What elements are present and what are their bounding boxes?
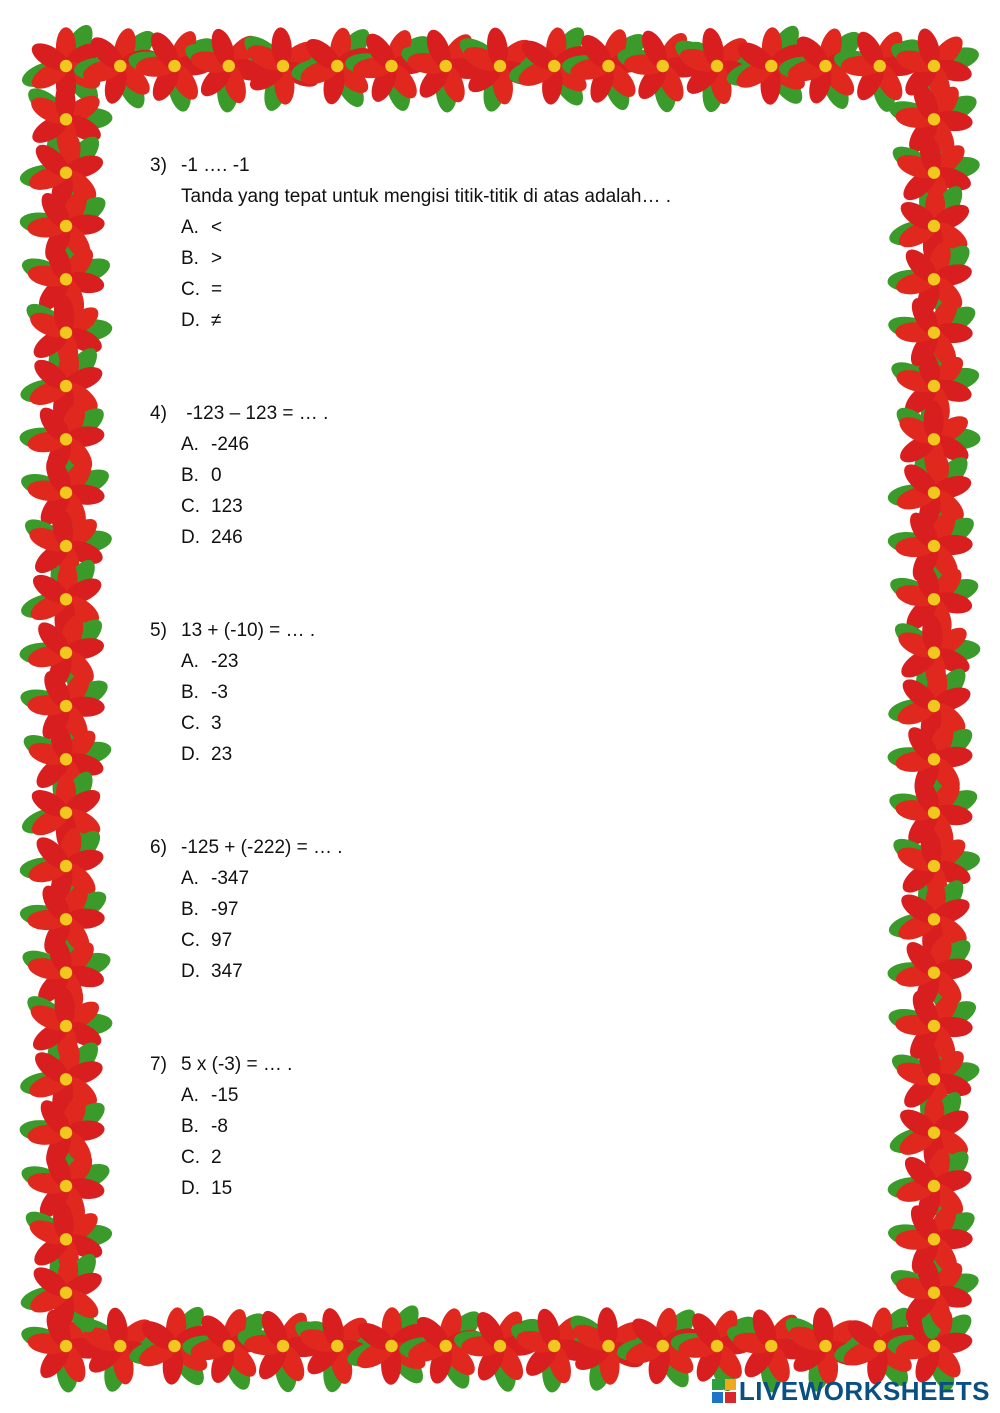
- option-b[interactable]: [181, 677, 850, 708]
- option-text: -23: [211, 651, 239, 672]
- question-prompt: -125 + (-222) = … .: [181, 837, 343, 858]
- option-text: -8: [211, 1116, 228, 1137]
- question-number: 7): [150, 1054, 167, 1075]
- option-c[interactable]: [181, 925, 850, 956]
- option-letter: D.: [181, 527, 200, 548]
- option-text: -347: [211, 868, 250, 889]
- question-number: 6): [150, 837, 167, 858]
- option-text: 0: [211, 465, 222, 486]
- option-letter: C.: [181, 713, 200, 734]
- option-letter: A.: [181, 868, 199, 889]
- option-letter: A.: [181, 1085, 199, 1106]
- question-7: [150, 1049, 850, 1204]
- option-letter: A.: [181, 434, 199, 455]
- option-letter: B.: [181, 465, 199, 486]
- option-text: 246: [211, 527, 243, 548]
- option-text: -97: [211, 899, 239, 920]
- question-prompt: -123 – 123 = … .: [181, 403, 329, 424]
- option-letter: C.: [181, 1147, 200, 1168]
- option-b[interactable]: [181, 460, 850, 491]
- option-text: 2: [211, 1147, 222, 1168]
- option-text: =: [211, 279, 223, 300]
- option-text: 3: [211, 713, 222, 734]
- option-a[interactable]: [181, 646, 850, 677]
- option-c[interactable]: [181, 274, 850, 305]
- option-a[interactable]: [181, 1080, 850, 1111]
- option-letter: D.: [181, 961, 200, 982]
- option-d[interactable]: [181, 522, 850, 553]
- question-6: [150, 832, 850, 987]
- option-d[interactable]: [181, 305, 850, 336]
- question-number: 5): [150, 620, 167, 641]
- option-a[interactable]: [181, 863, 850, 894]
- option-letter: C.: [181, 279, 200, 300]
- option-a[interactable]: [181, 212, 850, 243]
- option-d[interactable]: [181, 956, 850, 987]
- question-number: 3): [150, 155, 167, 176]
- option-text: 23: [211, 744, 233, 765]
- option-b[interactable]: [181, 894, 850, 925]
- question-prompt: -1 …. -1: [181, 155, 250, 176]
- option-letter: D.: [181, 310, 200, 331]
- option-c[interactable]: [181, 708, 850, 739]
- option-letter: D.: [181, 744, 200, 765]
- option-d[interactable]: [181, 1173, 850, 1204]
- option-text: -246: [211, 434, 250, 455]
- option-c[interactable]: [181, 491, 850, 522]
- question-prompt: 5 x (-3) = … .: [181, 1054, 293, 1075]
- option-text: 347: [211, 961, 243, 982]
- liveworksheets-logo-icon: [712, 1379, 736, 1403]
- option-letter: B.: [181, 899, 199, 920]
- option-letter: A.: [181, 651, 199, 672]
- question-prompt: 13 + (-10) = … .: [181, 620, 316, 641]
- option-a[interactable]: [181, 429, 850, 460]
- option-text: ≠: [211, 310, 222, 331]
- option-letter: B.: [181, 1116, 199, 1137]
- question-number: 4): [150, 403, 167, 424]
- option-letter: B.: [181, 248, 199, 269]
- option-d[interactable]: [181, 739, 850, 770]
- option-letter: A.: [181, 217, 199, 238]
- option-text: -15: [211, 1085, 239, 1106]
- option-text: 97: [211, 930, 233, 951]
- option-letter: D.: [181, 1178, 200, 1199]
- option-letter: C.: [181, 930, 200, 951]
- option-text: >: [211, 248, 223, 269]
- question-4: [150, 398, 850, 553]
- option-text: 123: [211, 496, 243, 517]
- option-text: -3: [211, 682, 228, 703]
- liveworksheets-footer: [712, 1375, 990, 1407]
- option-text: 15: [211, 1178, 233, 1199]
- option-c[interactable]: [181, 1142, 850, 1173]
- option-letter: C.: [181, 496, 200, 517]
- question-5: [150, 615, 850, 770]
- option-b[interactable]: [181, 1111, 850, 1142]
- option-b[interactable]: [181, 243, 850, 274]
- liveworksheets-brand: LIVEWORKSHEETS: [738, 1375, 990, 1406]
- question-3: [150, 150, 850, 336]
- option-letter: B.: [181, 682, 199, 703]
- option-text: <: [211, 217, 223, 238]
- question-instruction: Tanda yang tepat untuk mengisi titik-titik di atas adalah… .: [181, 186, 672, 207]
